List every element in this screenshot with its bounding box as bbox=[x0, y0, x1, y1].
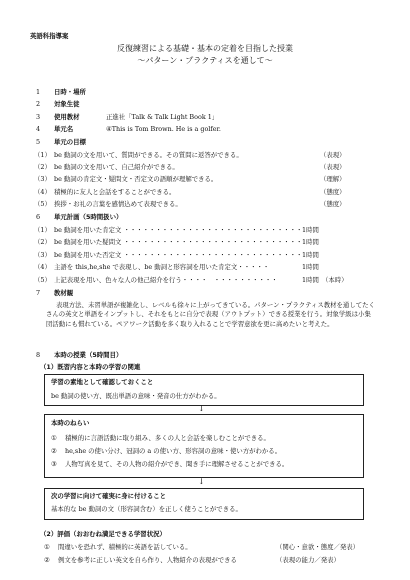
lesson-heading: 8 本時の授業（5時間目） bbox=[36, 351, 123, 359]
plan-item: （2） be 動詞を用いた疑問文 ・・・・・・・・・・・・・・・・・・・・・・・・・・・・ bbox=[34, 238, 303, 246]
overview-row-2: 2 対象生徒 bbox=[36, 100, 80, 108]
aim-item: ③ 人物写真を見て、その人物の紹介ができ、聞き手に理解させることができる。 bbox=[51, 460, 289, 468]
plan-item: （1） be 動詞を用いた肯定文 ・・・・・・・・・・・・・・・・・・・・・・・・・・・・ bbox=[34, 226, 303, 234]
overview-row-1: 1 日時・場所 bbox=[36, 88, 86, 96]
box-prerequisite-text: be 動詞の使い方、既出単語の意味・発音の仕方がわかる。 bbox=[51, 392, 221, 400]
box-next-learning-title: 次の学習に向けて確実に身に付けること bbox=[51, 492, 167, 500]
evaluation-item: ① 間違いを恐れず、積極的に英語を話している。 bbox=[44, 543, 192, 551]
material-text: 表現方法、未習単語が複雑化し、レベルも徐々に上がってきている。パターン・プラクティス教材を通してたくさんの英文と単語をインプットし、それをもとに自分で表現（アウトプット）できる授業を行う。対象学級は小集団活動にも慣れている。ペアワーク活動を多く取り入れることで学習意欲を更に高めたいと考えた。 bbox=[46, 301, 375, 328]
plan-hours: 1時間 bbox=[302, 226, 319, 234]
goal-tag: （態度） bbox=[320, 200, 346, 208]
plan-item: （4） 主語を this,he,she で表現し、be 動詞と形容詞を用いた肯定文・・・・・ bbox=[34, 263, 270, 271]
overview-row-5: 5 単元の目標 bbox=[36, 138, 86, 146]
down-arrow-icon: ↓ bbox=[198, 477, 205, 486]
down-arrow-icon: ↓ bbox=[198, 404, 205, 413]
goal-tag: （表現） bbox=[320, 151, 346, 159]
evaluation-item: ② 例文を参考に正しい英文を自ら作り、人物紹介の表現ができる bbox=[44, 556, 237, 564]
goal-item: （5） 挨拶・お礼の言葉を感情込めて表現できる。 bbox=[34, 200, 182, 208]
plan-hours: 1時間 （本時） bbox=[302, 276, 348, 284]
box-lesson-aims bbox=[44, 414, 364, 478]
plan-hours: 1時間 bbox=[302, 238, 319, 246]
aim-item: ② he,she の使い分け、冠詞の a の使い方、形容詞の意味・使い方がわかる。 bbox=[51, 447, 282, 455]
document-tag: 英語科指導案 bbox=[30, 32, 69, 40]
document-title: 反復練習による基礎・基本の定着を目指した授業 bbox=[117, 44, 293, 53]
box-next-learning bbox=[44, 488, 364, 520]
overview-row-4: 4 単元名 ④This is Tom Brown. He is a golfer. bbox=[36, 125, 221, 133]
box-next-learning-text: 基本的な be 動詞の文（形容詞含む）を正しく使うことができる。 bbox=[51, 505, 242, 513]
goal-item: （1） be 動詞の文を用いて、質問ができる。その質問に返答ができる。 bbox=[34, 151, 243, 159]
plan-item: （3） be 動詞を用いた否定文 ・・・・・・・・・・・・・・・・・・・・・・・・・・・・ bbox=[34, 251, 303, 259]
plan-item: （5） 上記表現を用い、色々な人の他己紹介を行う・・・・ ・・・・・・・・・・ bbox=[34, 276, 278, 284]
goal-tag: （理解） bbox=[320, 175, 346, 183]
plan-hours: 1時間 bbox=[302, 263, 319, 271]
aim-item: ① 積極的に言語活動に取り組み、多くの人と会話を楽しむことができる。 bbox=[51, 434, 270, 442]
evaluation-heading: （2）評価（おおむね満足できる学習状況） bbox=[40, 530, 166, 538]
box-lesson-aims-title: 本時のねらい bbox=[51, 419, 90, 427]
box-prerequisite-title: 学習の素地として確認しておくこと bbox=[51, 378, 154, 386]
document-subtitle: ～パターン・プラクティスを通して～ bbox=[137, 56, 273, 65]
overview-row-3: 3 使用教材 正進社「Talk & Talk Light Book 1」 bbox=[36, 113, 219, 121]
goal-tag: （態度） bbox=[320, 188, 346, 196]
box-prerequisite bbox=[44, 374, 364, 406]
plan-heading: 6 単元計画（5時間扱い） bbox=[36, 213, 123, 221]
goal-item: （3） be 動詞の肯定文・疑問文・否定文の語順が理解できる。 bbox=[34, 175, 218, 183]
goal-item: （2） be 動詞の文を用いて、自己紹介ができる。 bbox=[34, 163, 179, 171]
plan-hours: 1時間 bbox=[302, 251, 319, 259]
goal-item: （4） 積極的に友人と会話をすることができる。 bbox=[34, 188, 176, 196]
evaluation-tag: （関心・意欲・態度／発表） bbox=[276, 543, 360, 551]
material-heading: 7 教材観 bbox=[36, 289, 74, 297]
evaluation-tag: （表現の能力／発表） bbox=[276, 556, 340, 564]
flow-heading: （1）既習内容と本時の学習の関連 bbox=[40, 363, 141, 371]
goal-tag: （表現） bbox=[320, 163, 346, 171]
